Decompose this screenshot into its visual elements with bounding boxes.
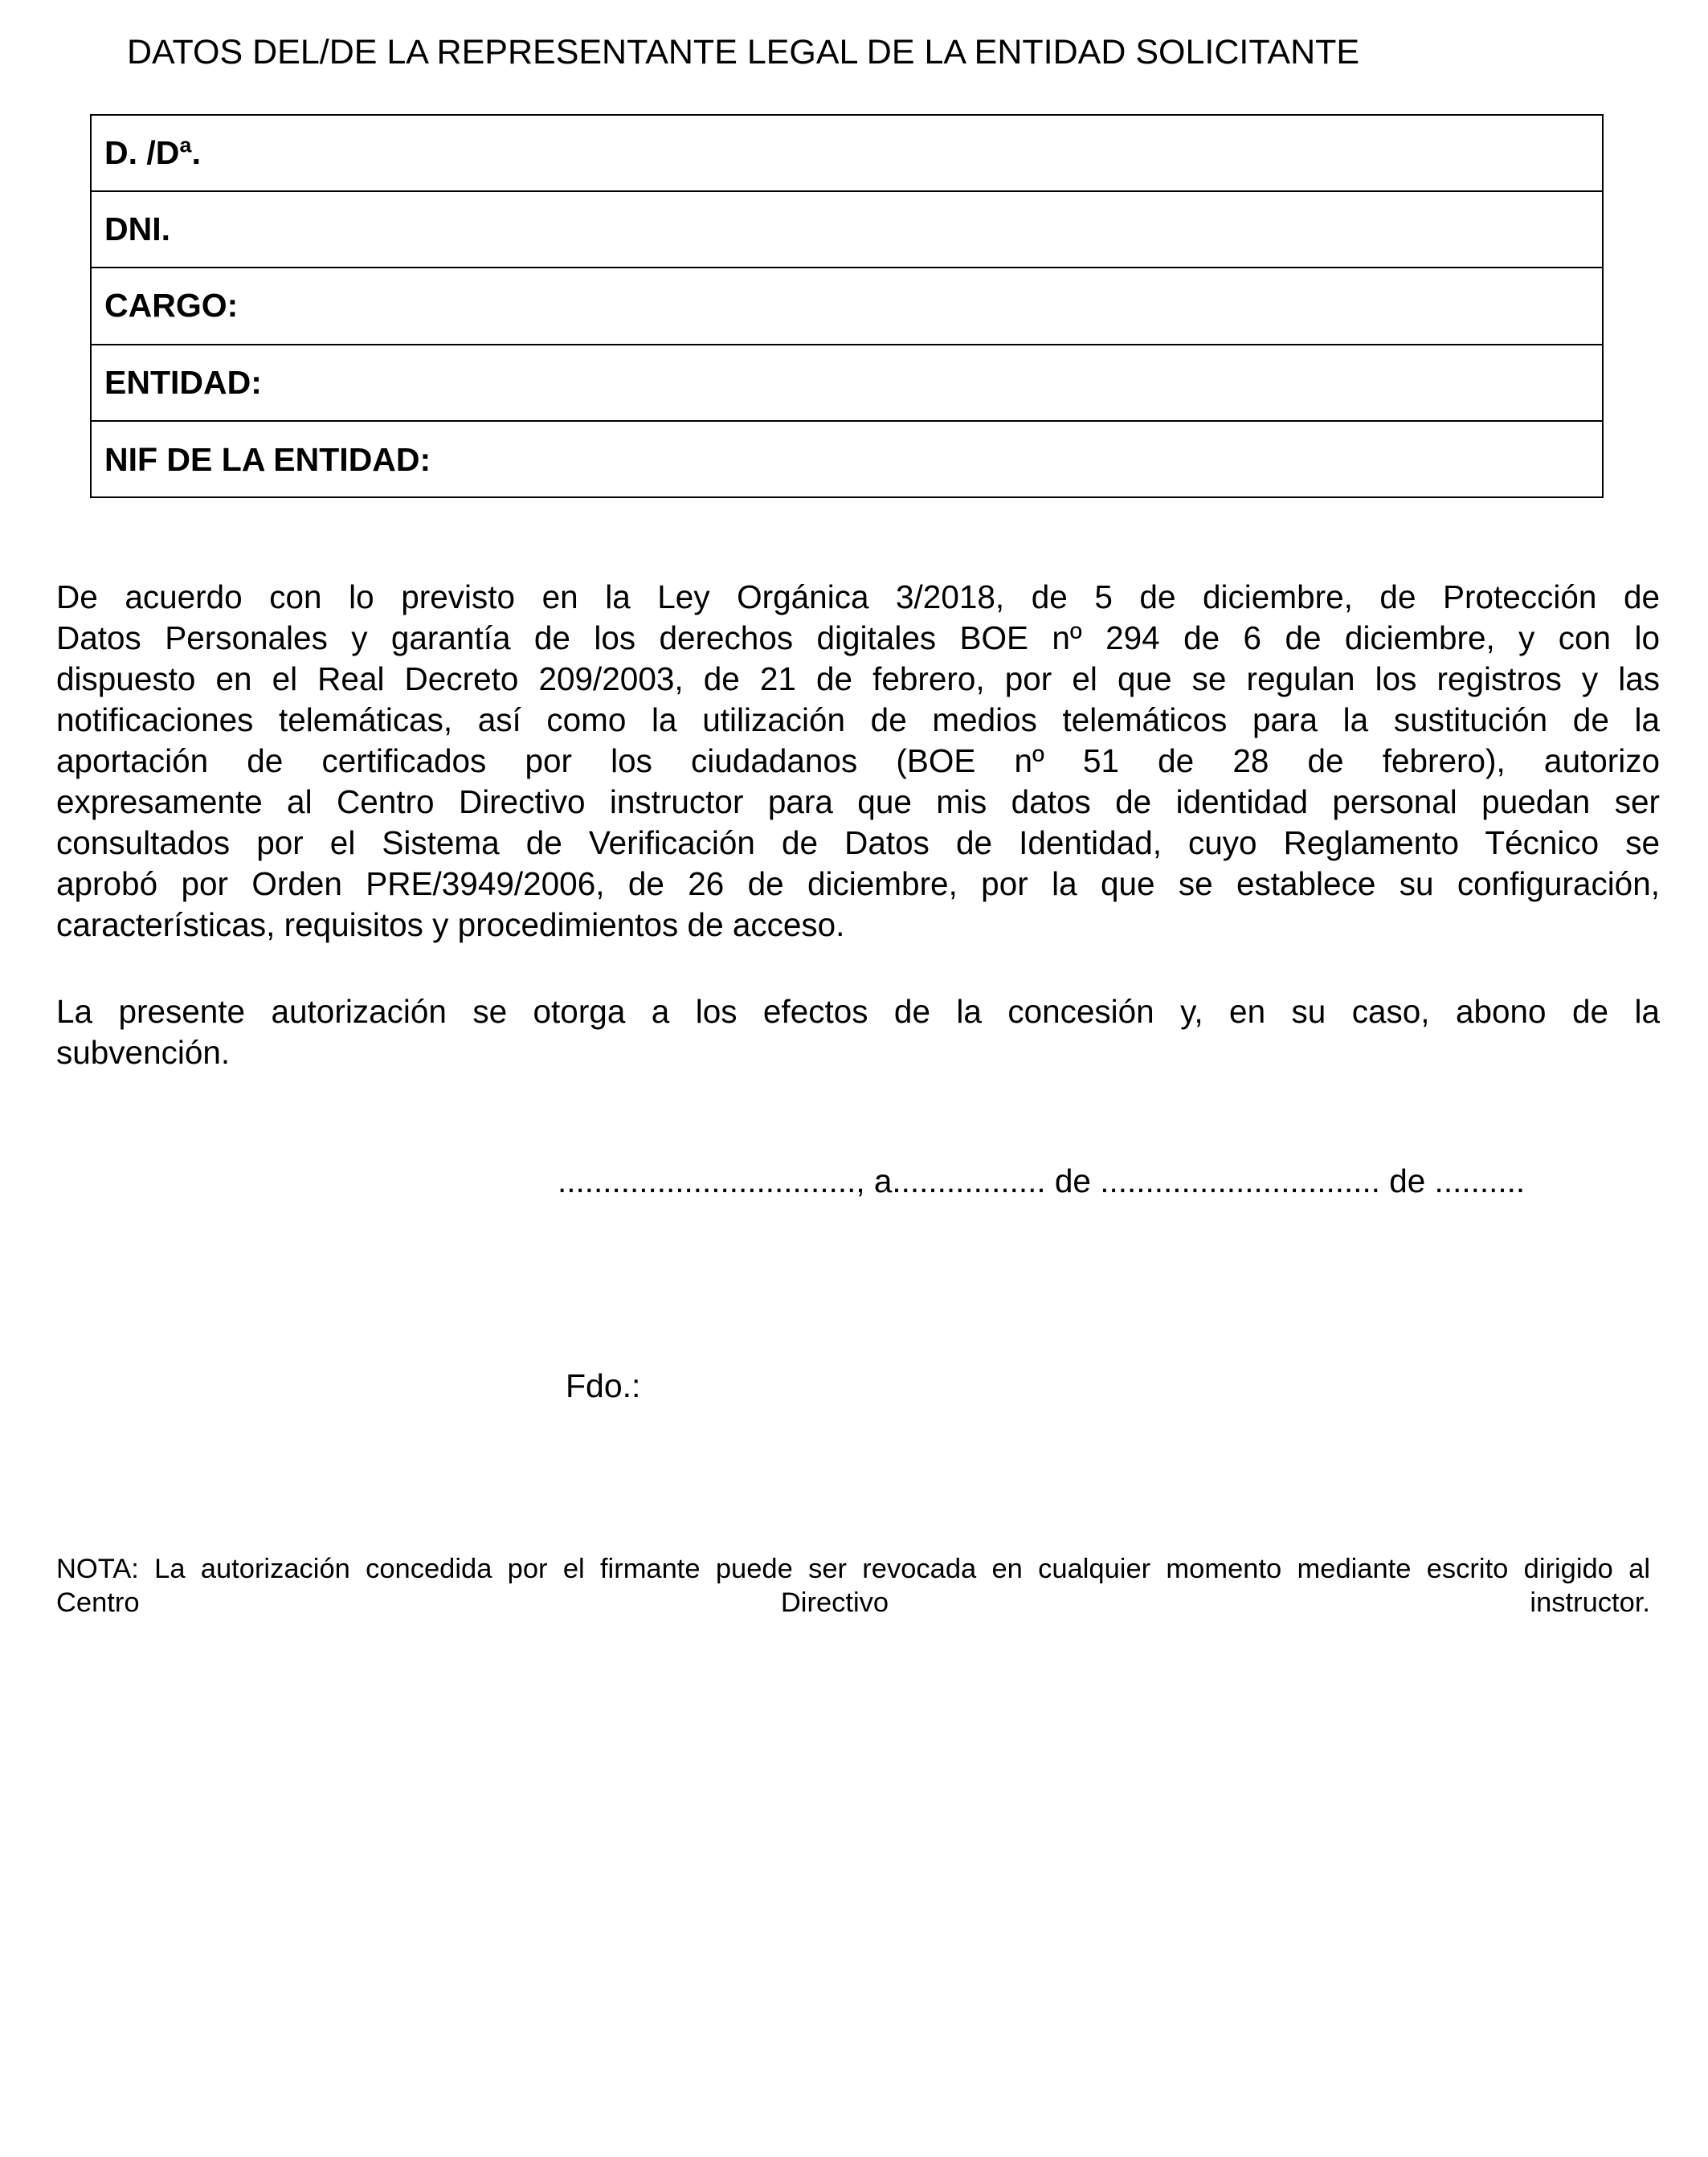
paragraph-line: aprobó por Orden PRE/3949/2006, de 26 de diciembre, por la que se establece su configuración, (56, 865, 1660, 902)
field-nif-label: NIF DE LA ENTIDAD: (104, 440, 431, 478)
representative-fields-table (90, 114, 1604, 498)
page-heading: DATOS DEL/DE LA REPRESENTANTE LEGAL DE LA ENTIDAD SOLICITANTE (127, 33, 1360, 71)
field-entidad-label: ENTIDAD: (92, 345, 1602, 422)
place-date-line: ................................., a................. de ............................... de .......... (558, 1162, 1526, 1199)
paragraph-line: notificaciones telemáticas, así como la utilización de medios telemáticos para la sustitución de la (56, 701, 1660, 738)
paragraph-line: De acuerdo con lo previsto en la Ley Orgánica 3/2018, de 5 de diciembre, de Protección de (56, 578, 1660, 615)
signature-label: Fdo.: (566, 1367, 641, 1404)
paragraph-line: Datos Personales y garantía de los derechos digitales BOE nº 294 de 6 de diciembre, y con lo (56, 619, 1660, 656)
paragraph-line: La presente autorización se otorga a los efectos de la concesión y, en su caso, abono de la (56, 993, 1660, 1030)
paragraph-line: características, requisitos y procedimientos de acceso. (56, 906, 845, 943)
field-cargo-label: CARGO: (92, 268, 1602, 345)
paragraph-line: dispuesto en el Real Decreto 209/2003, de 21 de febrero, por el que se regulan los registros y las (56, 660, 1660, 697)
purpose-paragraph (56, 991, 1660, 1073)
field-name-label: D. /Dª. (92, 116, 1602, 192)
paragraph-line: subvención. (56, 1034, 231, 1071)
consent-paragraph (56, 577, 1660, 946)
field-dni-label: DNI. (92, 192, 1602, 268)
paragraph-line: aportación de certificados por los ciudadanos (BOE nº 51 de 28 de febrero), autorizo (56, 742, 1660, 779)
footnote-line: Centro Directivo instructor. (56, 1587, 1650, 1618)
footnote-line: NOTA: La autorización concedida por el firmante puede ser revocada en cualquier momento mediante escrito dirigido al (56, 1554, 1650, 1584)
paragraph-line: expresamente al Centro Directivo instructor para que mis datos de identidad personal puedan ser (56, 783, 1660, 820)
footnote (56, 1552, 1650, 1620)
paragraph-line: consultados por el Sistema de Verificación de Datos de Identidad, cuyo Reglamento Técnico se (56, 824, 1660, 861)
